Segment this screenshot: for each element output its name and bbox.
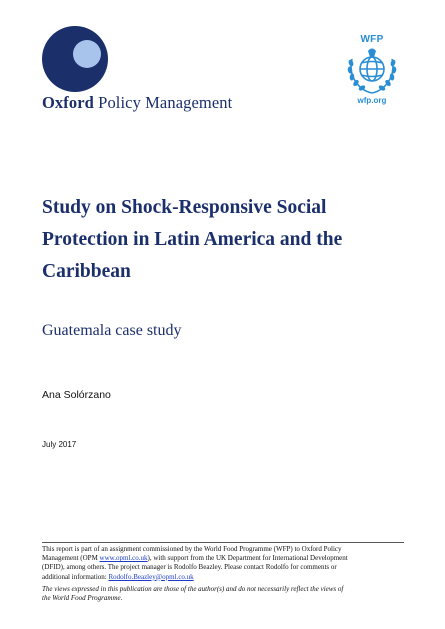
footer-note bbox=[42, 545, 406, 582]
wfp-wheat-globe-emblem-icon bbox=[346, 47, 398, 95]
report-subtitle: Guatemala case study bbox=[42, 322, 182, 339]
footer-line-2-start: Management (OPM bbox=[42, 554, 100, 563]
opm-circle-logo-icon bbox=[42, 26, 108, 92]
report-author: Ana Solórzano bbox=[42, 389, 111, 401]
contact-email-link[interactable]: Rodolfo.Beazley@opml.co.uk bbox=[108, 572, 194, 581]
opm-wordmark-rest: Policy Management bbox=[93, 93, 233, 112]
report-title bbox=[42, 192, 412, 288]
opm-website-link[interactable]: www.opml.co.uk bbox=[99, 554, 148, 563]
footer-line-2 bbox=[42, 554, 406, 563]
footer-line-3: (DFID), among others. The project manager is Rodolfo Beazley. Please contact Rodolfo for comments or bbox=[42, 563, 337, 572]
footer-line-2-end: ), with support from the UK Department for International Development bbox=[147, 554, 348, 563]
disclaimer-line-1: The views expressed in this publication are those of the author(s) and do not necessarily reflect the views of bbox=[42, 585, 344, 593]
footer-line-4 bbox=[42, 573, 406, 582]
disclaimer-note bbox=[42, 585, 406, 603]
footer-divider bbox=[42, 542, 404, 543]
wfp-logo bbox=[338, 34, 406, 110]
wfp-url: wfp.org bbox=[357, 96, 387, 105]
report-title-line-1: Study on Shock-Responsive Social bbox=[42, 197, 327, 218]
disclaimer-line-2: the World Food Programme. bbox=[42, 594, 123, 603]
wfp-logo-text: WFP bbox=[360, 34, 384, 45]
opm-wordmark bbox=[42, 93, 232, 113]
opm-wordmark-bold: Oxford bbox=[42, 93, 94, 112]
report-title-line-2: Protection in Latin America and the bbox=[42, 229, 343, 250]
footer-line-1: This report is part of an assignment commissioned by the World Food Programme (WFP) to Oxford Policy bbox=[42, 545, 342, 553]
report-title-line-3: Caribbean bbox=[42, 261, 131, 282]
report-date: July 2017 bbox=[42, 440, 77, 449]
footer-line-4-start: additional information: bbox=[42, 572, 109, 581]
